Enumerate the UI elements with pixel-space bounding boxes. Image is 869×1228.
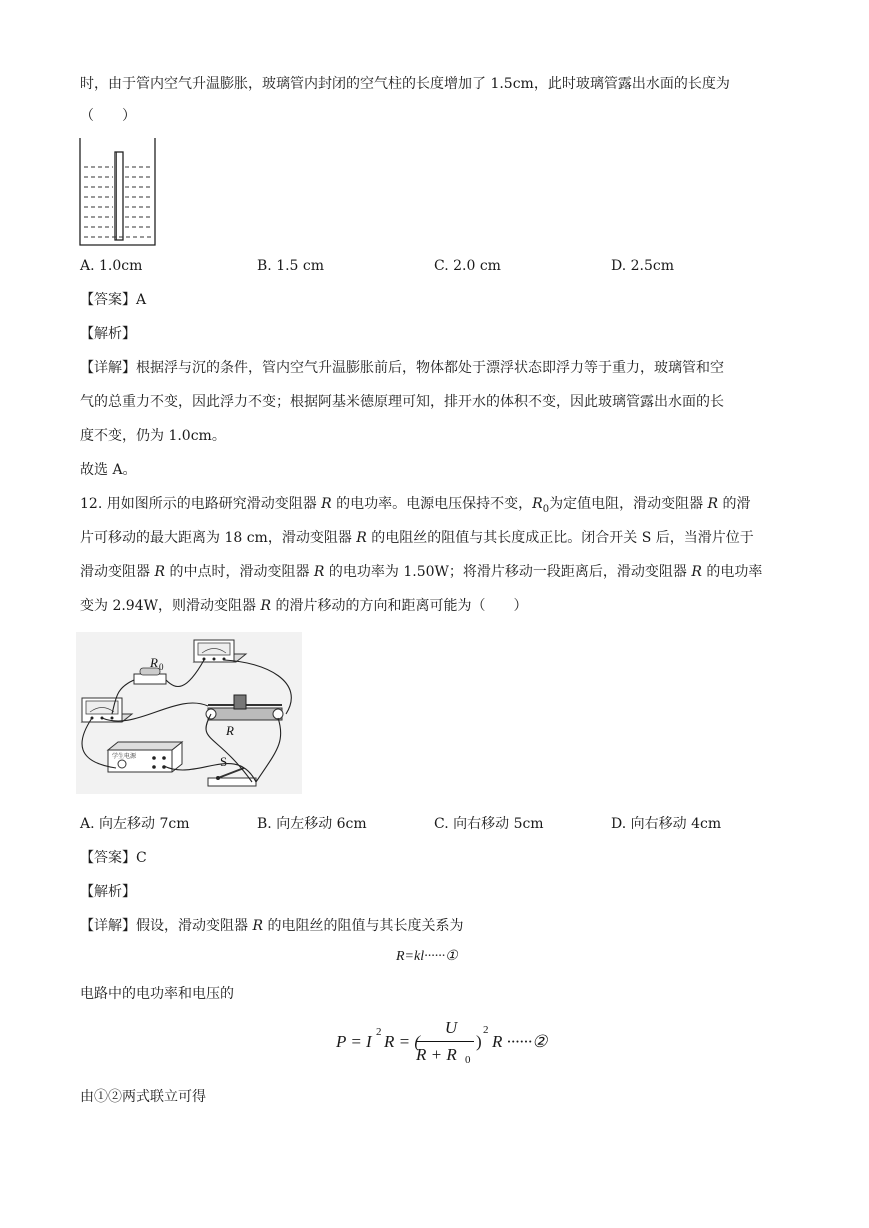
q11-detail-line-2: 气的总重力不变，因此浮力不变；根据阿基米德原理可知，排开水的体积不变，因此玻璃管露出水面的长 bbox=[80, 394, 724, 410]
q12-option-d: D. 向右移动 4cm bbox=[611, 816, 722, 832]
equation-2 bbox=[336, 1018, 556, 1074]
eq2-numerator: U bbox=[444, 1018, 458, 1037]
q12-stem-line-3 bbox=[80, 562, 762, 582]
figure-label-r0: R bbox=[150, 655, 158, 670]
text-segment: 的电功率 bbox=[701, 564, 763, 580]
equation-1: R=kl······① bbox=[396, 949, 458, 964]
text-segment: 的电功率。电源电压保持不变， bbox=[331, 496, 533, 512]
eq2-close: ) bbox=[476, 1032, 482, 1051]
q12-detail-line-1 bbox=[80, 916, 463, 936]
eq2-square-2: 2 bbox=[483, 1024, 489, 1036]
eq2-den-sub: 0 bbox=[465, 1054, 471, 1066]
subscript-0: 0 bbox=[542, 503, 550, 515]
var-r: R bbox=[260, 598, 272, 614]
var-r: R bbox=[691, 564, 702, 580]
text-segment: 滑动变阻器 bbox=[80, 564, 155, 580]
q11-option-b: B. 1.5 cm bbox=[257, 258, 325, 274]
circuit-figure bbox=[76, 632, 302, 794]
text-segment: 的电阻丝的阻值与其长度关系为 bbox=[263, 918, 464, 934]
figure-label-s: S bbox=[220, 754, 228, 769]
text-segment: 的滑 bbox=[718, 496, 751, 512]
eq2-tail: R ······② bbox=[492, 1032, 548, 1051]
question-11-blank: （ ） bbox=[80, 108, 136, 124]
beaker-figure bbox=[78, 134, 160, 248]
q12-power-line: 电路中的电功率和电压的 bbox=[80, 986, 234, 1002]
var-r: R bbox=[321, 496, 332, 512]
q12-analysis-label: 【解析】 bbox=[80, 884, 136, 900]
var-r: R bbox=[252, 918, 263, 934]
question-11-stem-line: 时，由于管内空气升温膨胀，玻璃管内封闭的空气柱的长度增加了 1.5cm，此时玻璃管露出水面的长度为 bbox=[80, 76, 730, 92]
eq2-fraction-bar bbox=[416, 1041, 474, 1042]
eq2-left: P = I bbox=[336, 1032, 372, 1051]
text-segment: 12. 用如图所示的电路研究滑动变阻器 bbox=[80, 496, 322, 512]
q12-stem-line-1 bbox=[80, 494, 751, 520]
figure-label-r: R bbox=[226, 723, 234, 738]
var-r: R bbox=[707, 496, 719, 512]
q11-detail-line-1: 【详解】根据浮与沉的条件，管内空气升温膨胀前后，物体都处于漂浮状态即浮力等于重力，玻璃管和空 bbox=[80, 360, 724, 376]
eq2-denominator: R + R bbox=[416, 1045, 457, 1064]
text-segment: 的中点时，滑动变阻器 bbox=[165, 564, 314, 580]
eq2-square: 2 bbox=[376, 1026, 382, 1038]
q12-stem-line-2 bbox=[80, 528, 754, 548]
eq2-r-eq: R = ( bbox=[384, 1032, 421, 1051]
q11-analysis-label: 【解析】 bbox=[80, 326, 136, 342]
text-segment: 变为 2.94W，则滑动变阻器 bbox=[80, 598, 261, 614]
q11-detail-line-3: 度不变，仍为 1.0cm。 bbox=[80, 428, 226, 444]
q11-choice: 故选 A。 bbox=[80, 462, 137, 478]
q11-option-d: D. 2.5cm bbox=[611, 258, 675, 274]
q11-option-a: A. 1.0cm bbox=[80, 258, 143, 274]
figure-label-r0-sub: 0 bbox=[159, 662, 164, 672]
text-segment: 【详解】假设，滑动变阻器 bbox=[80, 918, 253, 934]
var-r: R bbox=[154, 564, 165, 580]
text-segment: 的滑片移动的方向和距离可能为（ ） bbox=[271, 598, 528, 614]
q11-option-c: C. 2.0 cm bbox=[434, 258, 501, 274]
text-segment: 片可移动的最大距离为 18 cm，滑动变阻器 bbox=[80, 530, 357, 546]
text-segment: 的电功率为 1.50W；将滑片移动一段距离后，滑动变阻器 bbox=[324, 564, 692, 580]
text-segment: 的电阻丝的阻值与其长度成正比。闭合开关 S 后，当滑片位于 bbox=[366, 530, 754, 546]
var-r: R bbox=[356, 530, 367, 546]
q12-option-c: C. 向右移动 5cm bbox=[434, 816, 544, 832]
q12-stem-line-4 bbox=[80, 596, 527, 616]
q12-answer: 【答案】C bbox=[80, 850, 147, 866]
q12-last-line: 由①②两式联立可得 bbox=[80, 1089, 206, 1105]
var-r0: R bbox=[532, 496, 543, 512]
q12-option-b: B. 向左移动 6cm bbox=[257, 816, 367, 832]
q11-answer: 【答案】A bbox=[80, 292, 147, 308]
q12-option-a: A. 向左移动 7cm bbox=[80, 816, 190, 832]
power-supply-label: 学生电源 bbox=[112, 753, 137, 760]
var-r: R bbox=[313, 564, 325, 580]
text-segment: 为定值电阻，滑动变阻器 bbox=[549, 496, 708, 512]
